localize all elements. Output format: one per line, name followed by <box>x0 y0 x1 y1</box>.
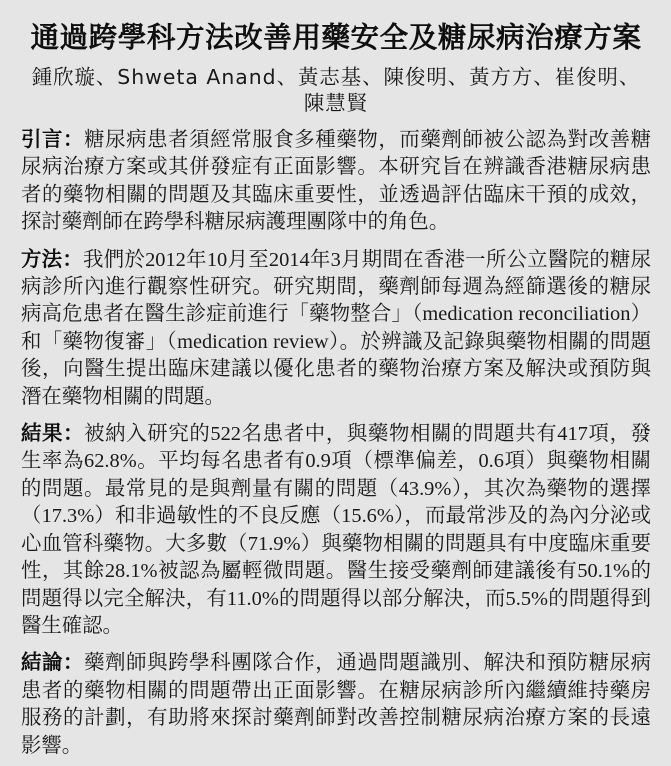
section-results <box>21 420 651 640</box>
section-text-conclusion: 藥劑師與跨學科團隊合作，通過問題識別、解決和預防糖尿病患者的藥物相關的問題帶出正面影響。在糖尿病診所內繼續維持藥房服務的計劃，有助將來探討藥劑師對改善控制糖尿病治療方案的長遠影響。 <box>21 652 652 757</box>
author-list <box>21 64 651 116</box>
section-text-introduction: 糖尿病患者須經常服食多種藥物，而藥劑師被公認為對改善糖尿病治療方案或其併發症有正面影響。本研究旨在辨識香港糖尿病患者的藥物相關的問題及其臨床重要性，並透過評估臨床干預的成效，探討藥劑師在跨學科糖尿病護理團隊中的角色。 <box>21 129 652 234</box>
section-conclusion <box>21 649 651 760</box>
section-label-methods: 方法： <box>21 246 84 271</box>
author-line-1: 鍾欣璇、Shweta Anand、黃志基、陳俊明、黃方方、崔俊明、 <box>31 65 641 89</box>
paper-title: 通過跨學科方法改善用藥安全及糖尿病治療方案 <box>30 21 642 54</box>
section-label-results: 結果： <box>21 421 85 446</box>
author-line-2: 陳慧賢 <box>303 91 369 115</box>
section-methods <box>21 246 651 411</box>
section-label-introduction: 引言： <box>21 127 85 151</box>
section-label-conclusion: 結論： <box>21 650 85 675</box>
section-introduction <box>21 126 651 237</box>
section-text-methods: 我們於2012年10月至2014年3月期間在香港一所公立醫院的糖尿病診所內進行觀察性研究。研究期間，藥劑師每週為經篩選後的糖尿病高危患者在醫生診症前進行「藥物整合」（medication reconciliation）和「藥物復審」（medication review）。於辨識及記錄與藥物相關的問題後，向醫生提出臨床建議以優化患者的藥物治療方案及解決或預防與潛在藥物相關的問題。 <box>21 248 651 408</box>
section-text-results: 被納入研究的522名患者中，與藥物相關的問題共有417項，發生率為62.8%。平均每名患者有0.9項（標準偏差，0.6項）與藥物相關的問題。最常見的是與劑量有關的問題（43.9%），其次為藥物的選擇（17.3%）和非過敏性的不良反應（15.6%），而最常涉及的為內分泌或心血管科藥物。大多數（71.9%）與藥物相關的問題具有中度臨床重要性，其餘28.1%被認為屬輕微問題。醫生接受藥劑師建議後有50.1%的問題得以完全解決，有11.0%的問題得以部分解決，而5.5%的問題得到醫生確認。 <box>21 423 652 637</box>
